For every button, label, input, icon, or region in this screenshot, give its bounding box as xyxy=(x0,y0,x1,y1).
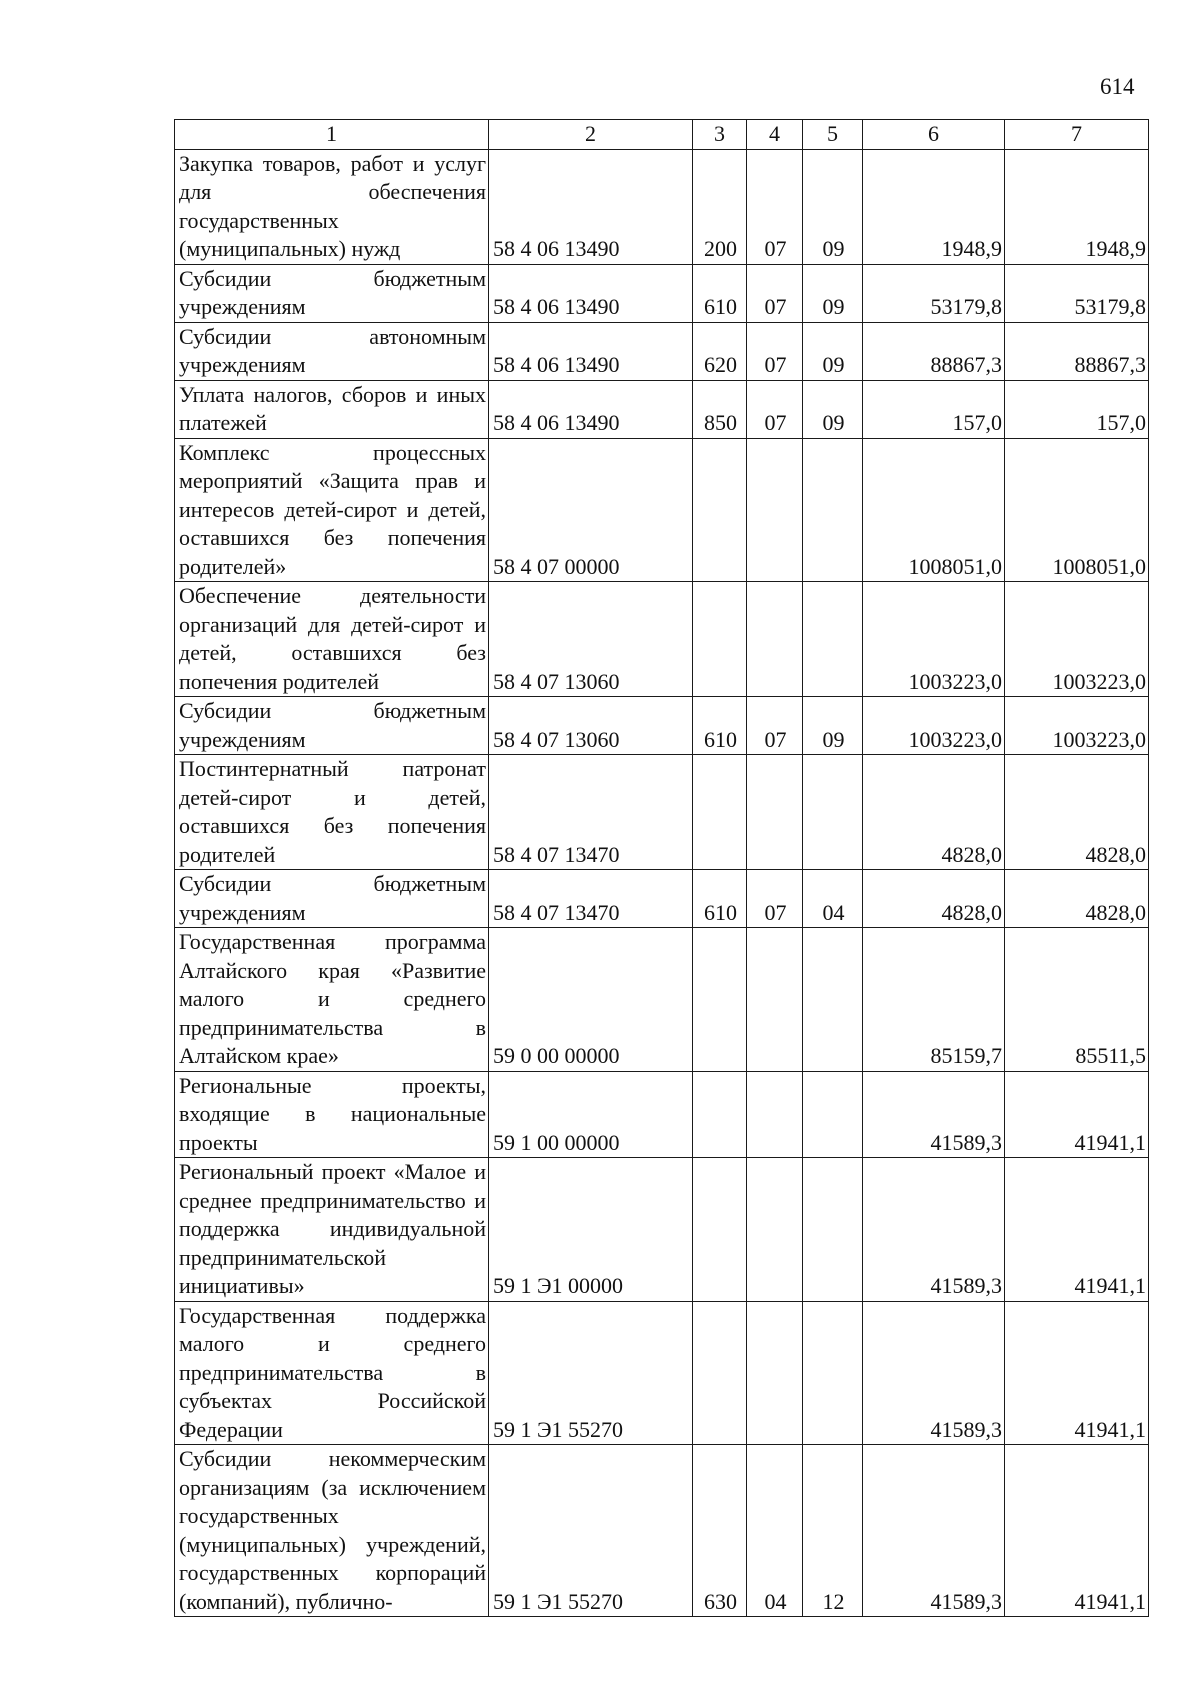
row-name-cell: Региональный проект «Малое и среднее предпринимательство и поддержка индивидуальной предпринимательской инициативы» xyxy=(175,1158,489,1302)
row-sum2-cell: 1948,9 xyxy=(1005,149,1149,264)
row-vr-cell: 630 xyxy=(693,1445,747,1617)
row-name-cell: Обеспечение деятельности организаций для детей-сирот и детей, оставшихся без попечения родителей xyxy=(175,582,489,697)
row-rz-cell xyxy=(747,755,803,870)
row-sum1-cell: 88867,3 xyxy=(863,322,1005,380)
row-pr-cell: 12 xyxy=(803,1445,863,1617)
table-row xyxy=(175,322,1149,380)
row-pr-cell: 09 xyxy=(803,380,863,438)
table-row xyxy=(175,582,1149,697)
table-row xyxy=(175,1301,1149,1445)
row-name-cell: Субсидии бюджетным учреждениям xyxy=(175,870,489,928)
budget-table xyxy=(174,119,1149,1617)
row-code-cell: 58 4 07 13060 xyxy=(489,697,693,755)
row-pr-cell xyxy=(803,1301,863,1445)
row-pr-cell: 09 xyxy=(803,149,863,264)
row-code-cell: 58 4 06 13490 xyxy=(489,380,693,438)
row-rz-cell xyxy=(747,582,803,697)
table-row xyxy=(175,928,1149,1072)
row-name-cell: Государственная поддержка малого и среднего предпринимательства в субъектах Российской Федерации xyxy=(175,1301,489,1445)
row-rz-cell: 07 xyxy=(747,322,803,380)
row-vr-cell: 610 xyxy=(693,697,747,755)
row-vr-cell xyxy=(693,582,747,697)
row-rz-cell: 07 xyxy=(747,149,803,264)
row-sum2-cell: 41941,1 xyxy=(1005,1071,1149,1158)
row-rz-cell xyxy=(747,1071,803,1158)
row-name-cell: Постинтернатный патронат детей-сирот и детей, оставшихся без попечения родителей xyxy=(175,755,489,870)
row-sum2-cell: 88867,3 xyxy=(1005,322,1149,380)
table-row xyxy=(175,1071,1149,1158)
row-code-cell: 58 4 07 13060 xyxy=(489,582,693,697)
table-row xyxy=(175,438,1149,582)
row-sum1-cell: 85159,7 xyxy=(863,928,1005,1072)
row-pr-cell: 09 xyxy=(803,322,863,380)
row-sum1-cell: 4828,0 xyxy=(863,870,1005,928)
row-sum2-cell: 4828,0 xyxy=(1005,870,1149,928)
row-name-cell: Закупка товаров, работ и услуг для обеспечения государственных (муниципальных) нужд xyxy=(175,149,489,264)
header-row xyxy=(175,120,1149,150)
row-vr-cell: 620 xyxy=(693,322,747,380)
header-cell: 6 xyxy=(863,120,1005,150)
row-sum1-cell: 1008051,0 xyxy=(863,438,1005,582)
row-rz-cell: 04 xyxy=(747,1445,803,1617)
row-rz-cell: 07 xyxy=(747,380,803,438)
row-pr-cell xyxy=(803,755,863,870)
row-name-cell: Региональные проекты, входящие в национальные проекты xyxy=(175,1071,489,1158)
header-cell: 5 xyxy=(803,120,863,150)
row-code-cell: 58 4 07 00000 xyxy=(489,438,693,582)
row-rz-cell xyxy=(747,928,803,1072)
header-cell: 1 xyxy=(175,120,489,150)
row-vr-cell xyxy=(693,755,747,870)
row-sum1-cell: 1003223,0 xyxy=(863,697,1005,755)
row-code-cell: 59 1 Э1 55270 xyxy=(489,1445,693,1617)
row-code-cell: 59 1 00 00000 xyxy=(489,1071,693,1158)
row-sum1-cell: 53179,8 xyxy=(863,264,1005,322)
table-body xyxy=(175,120,1149,1617)
row-rz-cell: 07 xyxy=(747,264,803,322)
row-code-cell: 58 4 06 13490 xyxy=(489,149,693,264)
row-vr-cell xyxy=(693,1158,747,1302)
row-sum1-cell: 41589,3 xyxy=(863,1445,1005,1617)
header-cell: 2 xyxy=(489,120,693,150)
row-sum2-cell: 85511,5 xyxy=(1005,928,1149,1072)
header-cell: 3 xyxy=(693,120,747,150)
row-vr-cell: 610 xyxy=(693,870,747,928)
row-vr-cell xyxy=(693,1071,747,1158)
row-pr-cell xyxy=(803,928,863,1072)
table-row xyxy=(175,1445,1149,1617)
row-name-cell: Комплекс процессных мероприятий «Защита прав и интересов детей-сирот и детей, оставшихся без попечения родителей» xyxy=(175,438,489,582)
row-pr-cell xyxy=(803,1158,863,1302)
row-sum1-cell: 41589,3 xyxy=(863,1158,1005,1302)
row-name-cell: Государственная программа Алтайского края «Развитие малого и среднего предпринимательства в Алтайском крае» xyxy=(175,928,489,1072)
row-rz-cell xyxy=(747,438,803,582)
row-pr-cell: 09 xyxy=(803,264,863,322)
row-sum2-cell: 41941,1 xyxy=(1005,1445,1149,1617)
row-vr-cell xyxy=(693,928,747,1072)
row-vr-cell: 610 xyxy=(693,264,747,322)
row-code-cell: 59 0 00 00000 xyxy=(489,928,693,1072)
row-sum2-cell: 157,0 xyxy=(1005,380,1149,438)
row-rz-cell xyxy=(747,1301,803,1445)
row-rz-cell: 07 xyxy=(747,870,803,928)
table-row xyxy=(175,697,1149,755)
row-code-cell: 58 4 07 13470 xyxy=(489,755,693,870)
row-sum2-cell: 41941,1 xyxy=(1005,1158,1149,1302)
row-rz-cell: 07 xyxy=(747,697,803,755)
row-code-cell: 58 4 06 13490 xyxy=(489,322,693,380)
table-row xyxy=(175,1158,1149,1302)
row-pr-cell: 09 xyxy=(803,697,863,755)
header-cell: 7 xyxy=(1005,120,1149,150)
header-cell: 4 xyxy=(747,120,803,150)
row-code-cell: 59 1 Э1 00000 xyxy=(489,1158,693,1302)
row-pr-cell xyxy=(803,438,863,582)
table-row xyxy=(175,264,1149,322)
row-sum2-cell: 41941,1 xyxy=(1005,1301,1149,1445)
row-sum1-cell: 1948,9 xyxy=(863,149,1005,264)
table-row xyxy=(175,755,1149,870)
row-sum2-cell: 53179,8 xyxy=(1005,264,1149,322)
row-pr-cell xyxy=(803,582,863,697)
row-vr-cell: 850 xyxy=(693,380,747,438)
row-code-cell: 59 1 Э1 55270 xyxy=(489,1301,693,1445)
row-sum2-cell: 1003223,0 xyxy=(1005,582,1149,697)
row-code-cell: 58 4 07 13470 xyxy=(489,870,693,928)
row-pr-cell xyxy=(803,1071,863,1158)
row-vr-cell: 200 xyxy=(693,149,747,264)
row-sum2-cell: 4828,0 xyxy=(1005,755,1149,870)
row-sum1-cell: 4828,0 xyxy=(863,755,1005,870)
row-sum1-cell: 1003223,0 xyxy=(863,582,1005,697)
row-code-cell: 58 4 06 13490 xyxy=(489,264,693,322)
page-number: 614 xyxy=(1100,74,1135,99)
row-sum1-cell: 157,0 xyxy=(863,380,1005,438)
row-rz-cell xyxy=(747,1158,803,1302)
row-name-cell: Уплата налогов, сборов и иных платежей xyxy=(175,380,489,438)
row-name-cell: Субсидии автономным учреждениям xyxy=(175,322,489,380)
row-sum2-cell: 1008051,0 xyxy=(1005,438,1149,582)
row-sum1-cell: 41589,3 xyxy=(863,1301,1005,1445)
table-row xyxy=(175,149,1149,264)
row-name-cell: Субсидии бюджетным учреждениям xyxy=(175,264,489,322)
row-name-cell: Субсидии некоммерческим организациям (за исключением государственных (муниципальных) учреждений, государственных корпораций (компаний), публично- xyxy=(175,1445,489,1617)
row-pr-cell: 04 xyxy=(803,870,863,928)
table-row xyxy=(175,870,1149,928)
row-sum2-cell: 1003223,0 xyxy=(1005,697,1149,755)
table-row xyxy=(175,380,1149,438)
row-vr-cell xyxy=(693,1301,747,1445)
row-name-cell: Субсидии бюджетным учреждениям xyxy=(175,697,489,755)
row-vr-cell xyxy=(693,438,747,582)
row-sum1-cell: 41589,3 xyxy=(863,1071,1005,1158)
